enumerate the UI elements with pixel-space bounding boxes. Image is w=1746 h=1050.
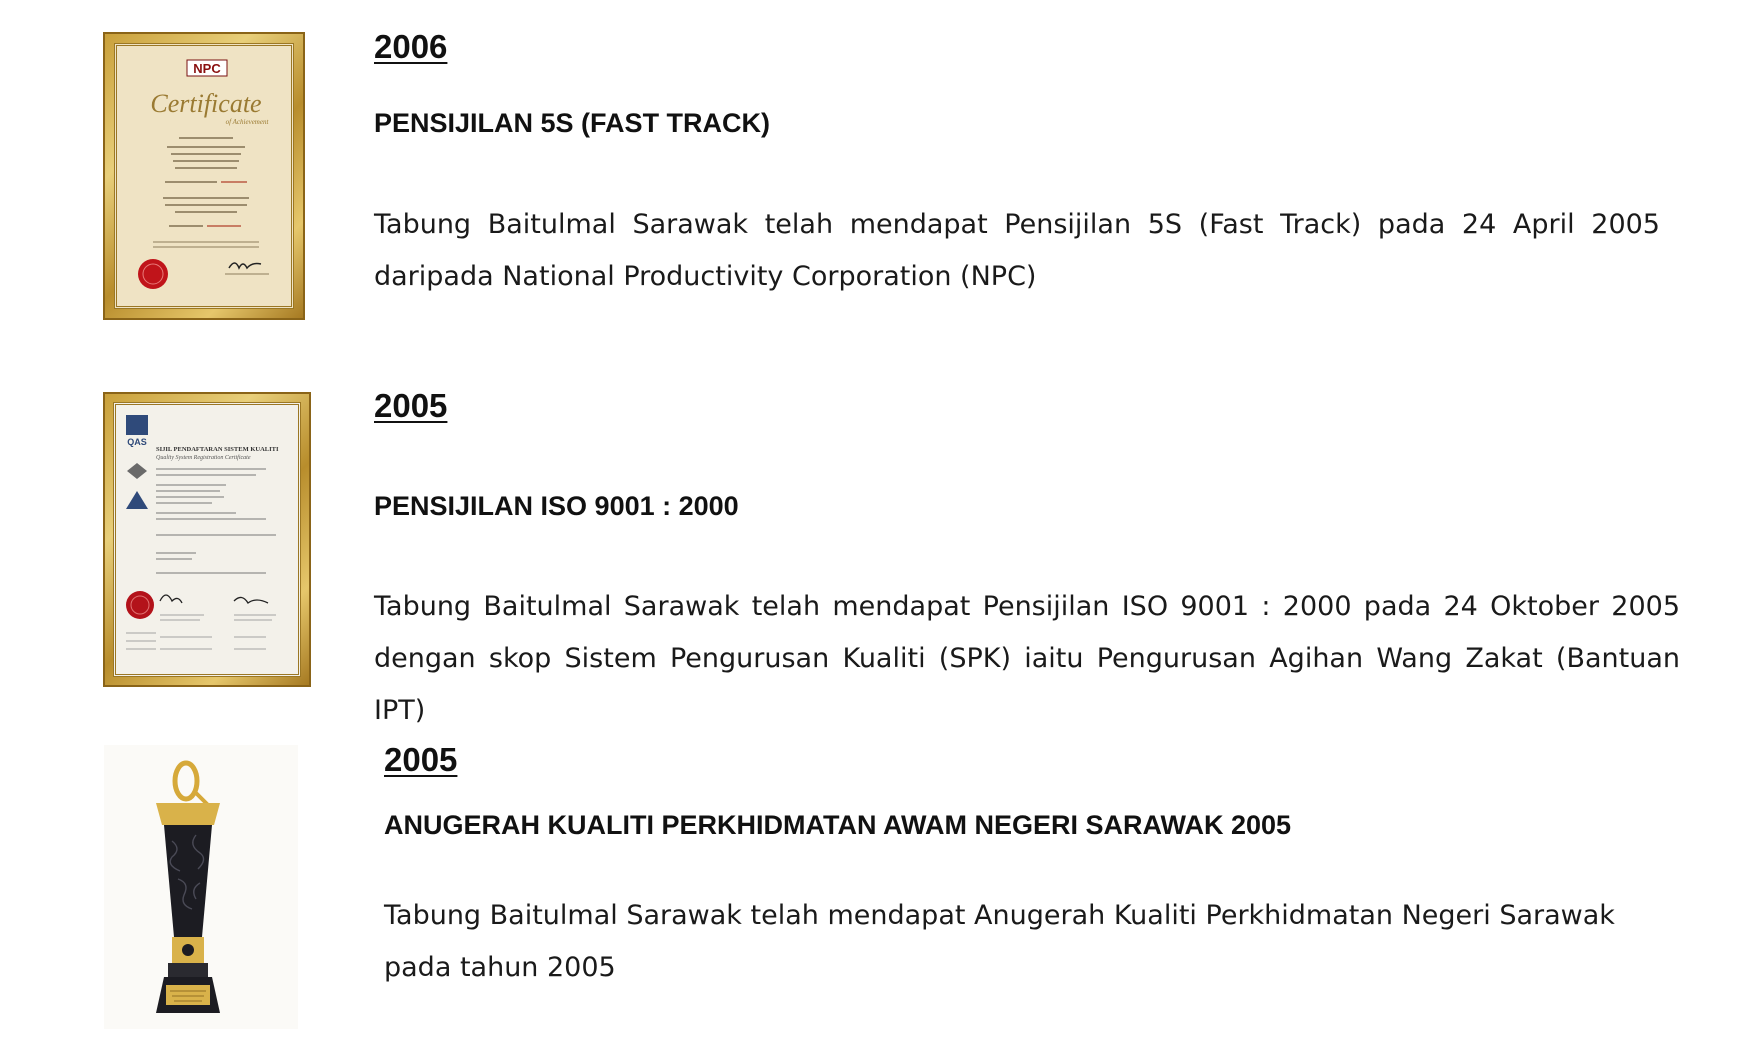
award-description: Tabung Baitulmal Sarawak telah mendapat Pensijilan 5S (Fast Track) pada 24 April 2005 daripada National Productivity Corporation (NPC) <box>374 209 1660 292</box>
npc-logo-text: NPC <box>193 61 221 76</box>
award-year: 2005 <box>374 387 448 424</box>
trophy-graphic <box>104 745 298 1029</box>
award-kualiti-perkhidmatan <box>0 735 1746 1050</box>
iso-certificate-graphic <box>116 405 301 677</box>
award-description: Tabung Baitulmal Sarawak telah mendapat Anugerah Kualiti Perkhidmatan Negeri Sarawak pada tahun 2005 <box>384 900 1615 983</box>
award-year: 2006 <box>374 28 448 65</box>
certificate-graphic <box>117 46 294 304</box>
award-iso-9001 <box>0 370 1746 726</box>
iso-heading-text: SIJIL PENDAFTARAN SISTEM KUALITI <box>156 446 279 453</box>
qas-logo-text: QAS <box>127 437 147 447</box>
trophy-image <box>104 745 298 1029</box>
award-year: 2005 <box>384 741 458 778</box>
certificate-subtitle-text: of Achievement <box>225 118 269 126</box>
iso-certificate-image <box>103 392 311 687</box>
npc-certificate-image <box>103 32 305 320</box>
iso-subheading-text: Quality System Registration Certificate <box>156 455 251 461</box>
award-description: Tabung Baitulmal Sarawak telah mendapat Pensijilan ISO 9001 : 2000 pada 24 Oktober 2005 dengan skop Sistem Pengurusan Kualiti (SPK) iaitu Pengurusan Agihan Wang Zakat (Bantuan IPT) <box>374 591 1680 726</box>
award-title: PENSIJILAN 5S (FAST TRACK) <box>374 108 771 138</box>
certificate-script-text: Certificate <box>150 89 262 118</box>
award-title: PENSIJILAN ISO 9001 : 2000 <box>374 491 739 521</box>
award-5s-fast-track <box>0 0 1746 330</box>
award-title: ANUGERAH KUALITI PERKHIDMATAN AWAM NEGERI SARAWAK 2005 <box>384 810 1292 840</box>
